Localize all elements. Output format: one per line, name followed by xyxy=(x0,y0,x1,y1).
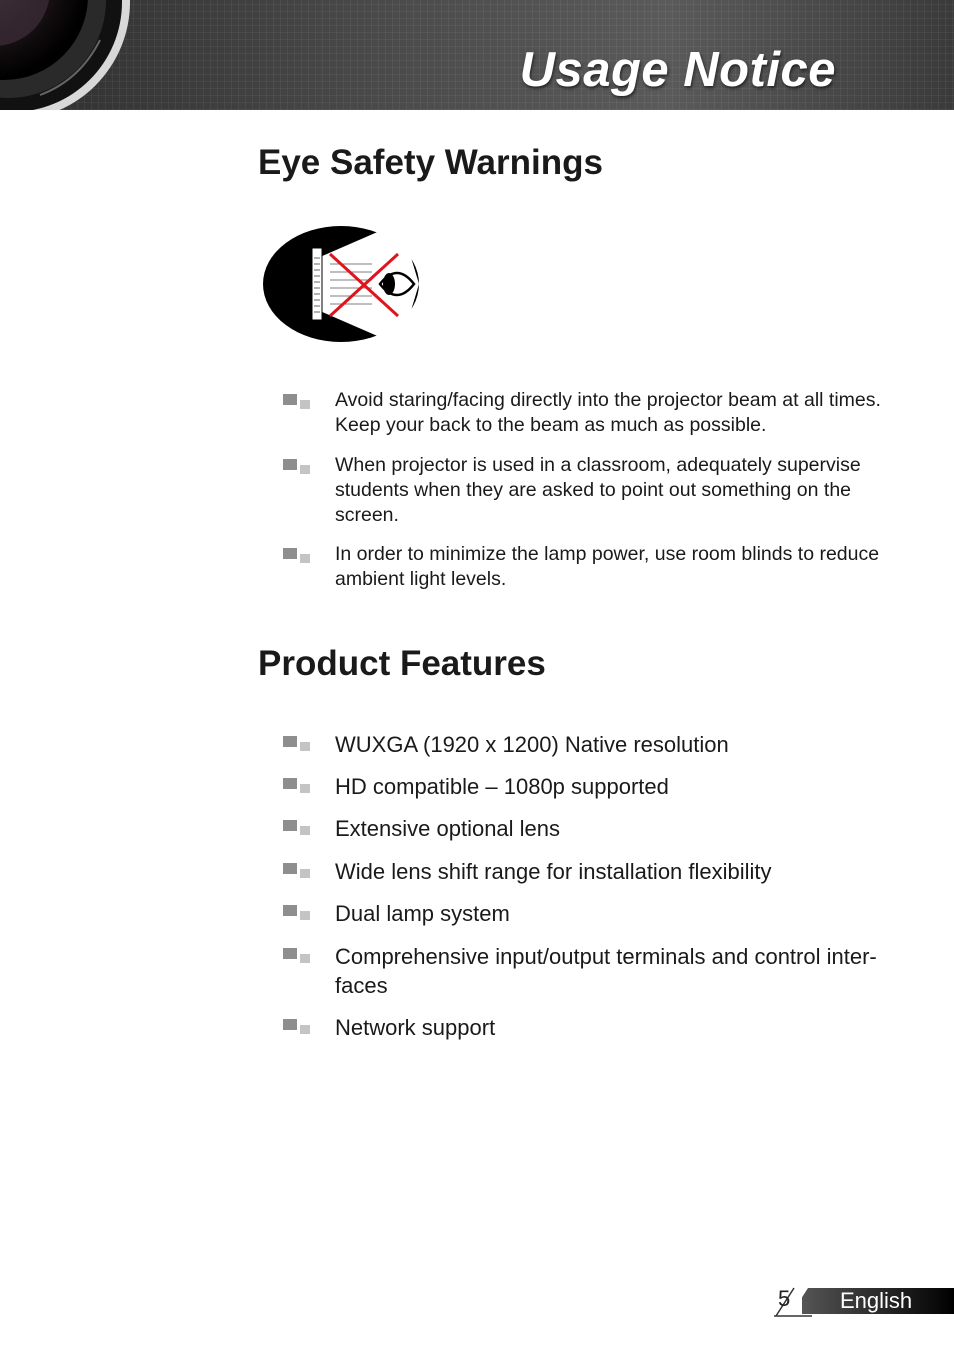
feature-text: WUXGA (1920 x 1200) Native resolution xyxy=(335,732,729,757)
feature-text: HD compatible – 1080p supported xyxy=(335,774,669,799)
bullet-icon xyxy=(283,394,313,410)
bullet-icon xyxy=(283,459,313,475)
page-number: 5 xyxy=(778,1286,791,1311)
bullet-icon xyxy=(283,1019,313,1035)
header-title: Usage Notice xyxy=(519,43,836,97)
bullet-icon xyxy=(283,948,313,964)
feature-text: Comprehensive input/output terminals and control inter-faces xyxy=(335,944,877,998)
camera-lens-icon xyxy=(0,0,130,110)
eye-safety-warning-icon xyxy=(262,224,420,344)
bullet-icon xyxy=(283,863,313,879)
bullet-icon xyxy=(283,820,313,836)
bullet-icon xyxy=(283,736,313,752)
feature-text: Extensive optional lens xyxy=(335,816,561,841)
feature-text: Wide lens shift range for installation flexibility xyxy=(335,859,772,884)
page-footer xyxy=(772,1284,954,1320)
page-header xyxy=(0,0,954,110)
warning-text: When projector is used in a classroom, adequately supervise students when they are asked to point out something on the screen. xyxy=(335,454,861,526)
feature-text: Dual lamp system xyxy=(335,901,510,926)
eye-safety-title: Eye Safety Warnings xyxy=(258,143,603,182)
bullet-icon xyxy=(283,778,313,794)
footer-language: English xyxy=(840,1288,913,1313)
warning-text: Avoid staring/facing directly into the projector beam at all times. Keep your back to the beam as much as possible. xyxy=(335,389,881,436)
bullet-icon xyxy=(283,548,313,564)
product-features-title: Product Features xyxy=(258,644,546,683)
warning-text: In order to minimize the lamp power, use room blinds to reduce ambient light levels. xyxy=(335,543,880,590)
feature-text: Network support xyxy=(335,1015,496,1040)
bullet-icon xyxy=(283,905,313,921)
